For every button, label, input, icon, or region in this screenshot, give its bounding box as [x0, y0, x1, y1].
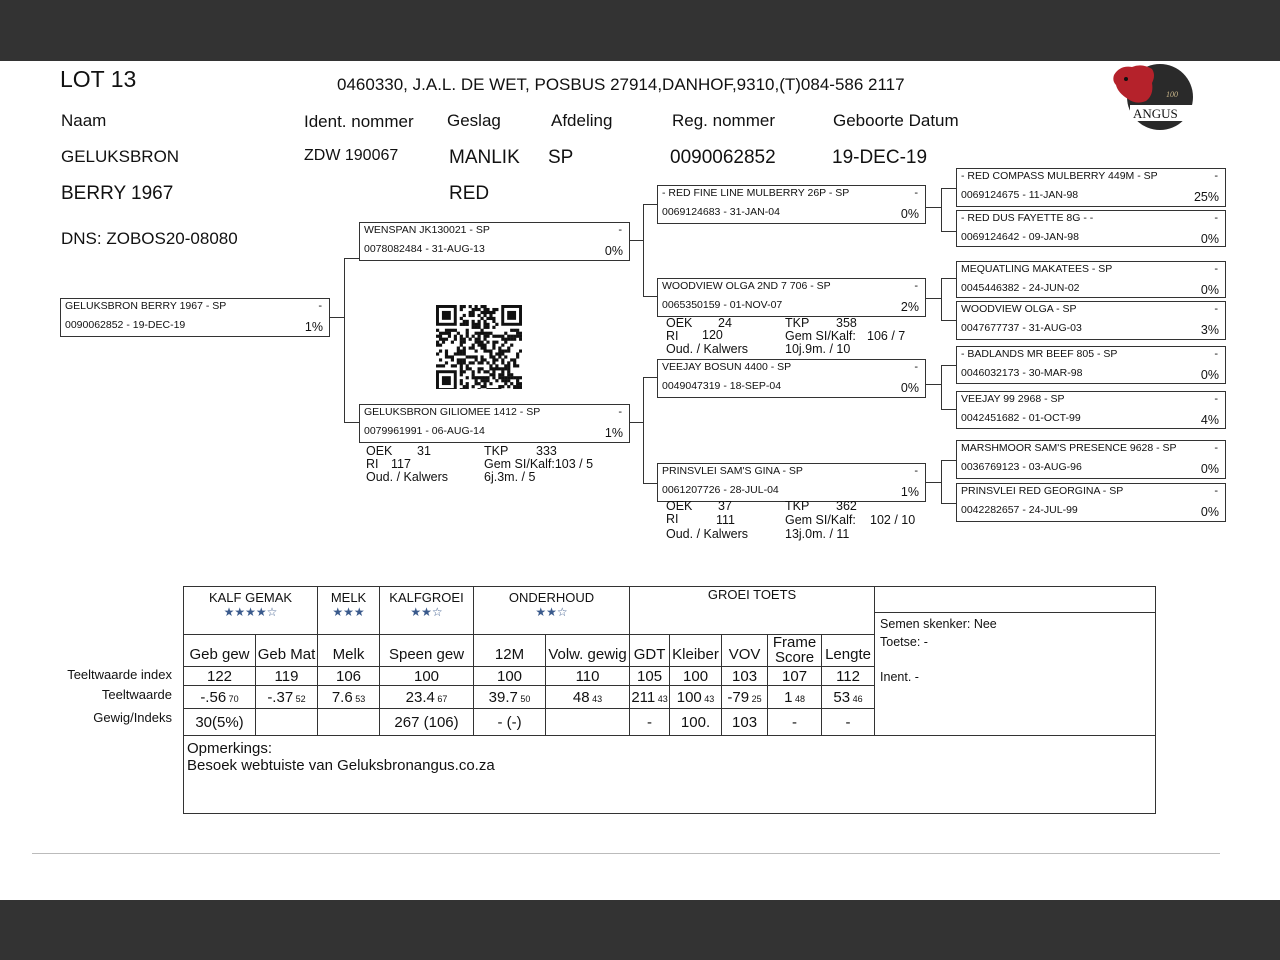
index-cell: 122	[184, 667, 256, 686]
owner-info: 0460330, J.A.L. DE WET, POSBUS 27914,DANHOF,9310,(T)084-586 2117	[337, 75, 905, 94]
qr-code[interactable]	[436, 305, 522, 389]
col-header: Kleiber	[670, 635, 722, 667]
geslag-value: MANLIK	[449, 147, 520, 168]
angus-logo-text: ANGUS	[1133, 106, 1178, 121]
toetse-info: Toetse: -	[880, 635, 928, 649]
pedigree-sss: - RED COMPASS MULBERRY 449M - SP - 0069124675 - 11-JAN-98 25%	[956, 168, 1226, 207]
top-frame-bar	[0, 0, 1280, 61]
semen-info: Semen skenker: Nee	[880, 617, 997, 631]
ebv-value: 53	[833, 688, 851, 706]
ebv-cell	[768, 686, 822, 709]
ebv-value: -.37	[267, 688, 294, 706]
col-header: Geb gew	[184, 635, 256, 667]
col-header: Volw. gewig	[546, 635, 630, 667]
ebv-cell	[722, 686, 768, 709]
ebv-value: 39.7	[488, 688, 518, 706]
geboorte-value: 19-DEC-19	[832, 147, 928, 168]
geslag-label: Geslag	[447, 111, 501, 130]
melk-group: MELK ★★★	[318, 587, 380, 635]
bottom-frame-bar	[0, 900, 1280, 960]
connector-line	[925, 207, 941, 208]
remarks-label: Opmerkings:	[187, 740, 273, 757]
pedigree-dds: MARSHMOOR SAM'S PRESENCE 9628 - SP - 0036769123 - 03-AUG-96 0%	[956, 440, 1226, 479]
connector-line	[643, 483, 657, 484]
connector-line	[329, 317, 344, 318]
ebv-value: 48	[572, 688, 590, 706]
ebv-accuracy: 53	[352, 693, 366, 704]
connector-line	[344, 258, 345, 423]
row-label-index: Teeltwaarde index	[67, 667, 172, 682]
pedigree-animal: GELUKSBRON BERRY 1967 - SP - 0090062852 - 19-DEC-19 1%	[60, 298, 330, 337]
pedigree-ssd: - RED DUS FAYETTE 8G - - - 0069124642 - 09-JAN-98 0%	[956, 210, 1226, 247]
index-cell: 106	[318, 667, 380, 686]
afdeling-value: SP	[548, 147, 574, 168]
connector-line	[643, 204, 657, 205]
pedigree-ddd: PRINSVLEI RED GEORGINA - SP - 0042282657 - 24-JUL-99 0%	[956, 483, 1226, 522]
pedigree-dss: - BADLANDS MR BEEF 805 - SP - 0046032173 - 30-MAR-98 0%	[956, 346, 1226, 384]
index-cell: 103	[722, 667, 768, 686]
animal-pct: 1%	[304, 320, 323, 334]
ebv-accuracy: 43	[589, 693, 603, 704]
pedigree-sire: WENSPAN JK130021 - SP - 0078082484 - 31-AUG-13 0%	[359, 222, 630, 261]
ebv-cell	[630, 686, 670, 709]
weight-cell: -	[630, 709, 670, 736]
connector-line	[643, 377, 644, 484]
side-info	[875, 587, 1156, 736]
ebv-accuracy: 43	[701, 693, 715, 704]
connector-line	[643, 296, 657, 297]
ebv-accuracy: 52	[293, 693, 306, 704]
weight-cell: 100.	[670, 709, 722, 736]
ebv-accuracy: 46	[850, 693, 863, 704]
connector-line	[941, 460, 956, 461]
ebv-accuracy: 50	[517, 693, 531, 704]
col-header: Lengte	[822, 635, 875, 667]
connector-line	[344, 258, 359, 259]
ebv-cell	[380, 686, 474, 709]
melk-stars: ★★★	[332, 605, 365, 619]
col-header: VOV	[722, 635, 768, 667]
pedigree-dam-dam: PRINSVLEI SAM'S GINA - SP - 0061207726 - 28-JUL-04 1%	[657, 463, 926, 502]
row-label-ebv: Teeltwaarde	[101, 687, 172, 702]
connector-line	[941, 188, 956, 189]
dns-value: DNS: ZOBOS20-08080	[61, 229, 238, 248]
weight-cell: 30(5%)	[184, 709, 256, 736]
weight-cell: 267 (106)	[380, 709, 474, 736]
ebv-cell	[256, 686, 318, 709]
weight-cell: -	[768, 709, 822, 736]
col-header: Speen gew	[380, 635, 474, 667]
svg-text:100: 100	[1166, 90, 1178, 99]
connector-line	[344, 422, 359, 423]
connector-line	[925, 298, 941, 299]
pedigree-sire-dam: WOODVIEW OLGA 2ND 7 706 - SP - 0065350159 - 01-NOV-07 2%	[657, 278, 926, 317]
ident-value: ZDW 190067	[304, 147, 399, 164]
ebv-cell	[822, 686, 875, 709]
naam-label: Naam	[61, 111, 107, 130]
naam-line1: GELUKSBRON	[61, 147, 180, 166]
connector-line	[941, 460, 942, 504]
ebv-value: 23.4	[405, 688, 435, 706]
weight-cell	[256, 709, 318, 736]
ebv-value: 7.6	[331, 688, 353, 706]
weight-cell: - (-)	[474, 709, 546, 736]
index-cell: 112	[822, 667, 875, 686]
angus-logo	[1112, 61, 1196, 131]
connector-line	[941, 409, 956, 410]
connector-line	[941, 320, 956, 321]
ident-label: Ident. nommer	[304, 112, 414, 131]
pedigree-dsd: VEEJAY 99 2968 - SP - 0042451682 - 01-OCT-99 4%	[956, 391, 1226, 429]
onderhoud-stars: ★★☆	[535, 605, 568, 619]
ebv-value: 1	[784, 688, 793, 706]
ebv-value: 100	[676, 688, 702, 706]
reg-label: Reg. nommer	[672, 111, 775, 130]
weight-cell	[546, 709, 630, 736]
ebv-cell	[318, 686, 380, 709]
row-label-weights: Gewig/Indeks	[93, 710, 172, 725]
ebv-accuracy: 67	[434, 693, 448, 704]
connector-line	[629, 240, 643, 241]
remarks-cell	[184, 736, 1156, 814]
connector-line	[941, 365, 942, 410]
inent-info: Inent. -	[880, 670, 919, 684]
ebv-value: -79	[727, 688, 750, 706]
ebv-accuracy: 25	[749, 693, 762, 704]
pedigree-sire-sire: - RED FINE LINE MULBERRY 26P - SP - 0069124683 - 31-JAN-04 0%	[657, 185, 926, 224]
index-cell: 100	[474, 667, 546, 686]
connector-line	[925, 384, 941, 385]
remarks-text: Besoek webtuiste van Geluksbronangus.co.za	[187, 757, 495, 774]
ebv-cell	[474, 686, 546, 709]
weight-cell: -	[822, 709, 875, 736]
ebv-accuracy: 43	[655, 693, 668, 704]
connector-line	[643, 204, 644, 296]
index-cell: 105	[630, 667, 670, 686]
reg-value: 0090062852	[670, 147, 776, 168]
pedigree-sdd: WOODVIEW OLGA - SP - 0047677737 - 31-AUG-03 3%	[956, 301, 1226, 340]
connector-line	[941, 231, 956, 232]
kalfgroei-group: KALFGROEI ★★☆	[380, 587, 474, 635]
performance-table	[183, 586, 1156, 814]
ebv-accuracy: 70	[226, 693, 239, 704]
geboorte-label: Geboorte Datum	[833, 111, 959, 130]
col-header-frame-score: Frame Score	[768, 635, 822, 667]
index-cell: 119	[256, 667, 318, 686]
index-cell: 110	[546, 667, 630, 686]
connector-line	[941, 278, 942, 321]
connector-line	[941, 188, 942, 232]
ebv-value: -.56	[200, 688, 227, 706]
ebv-cell	[184, 686, 256, 709]
onderhoud-group: ONDERHOUD ★★☆	[474, 587, 630, 635]
col-header: 12M	[474, 635, 546, 667]
connector-line	[629, 422, 643, 423]
col-header: Geb Mat	[256, 635, 318, 667]
index-cell: 100	[380, 667, 474, 686]
pedigree-dam-sire: VEEJAY BOSUN 4400 - SP - 0049047319 - 18-SEP-04 0%	[657, 359, 926, 398]
groei-toets-group: GROEI TOETS	[630, 587, 875, 635]
index-cell: 100	[670, 667, 722, 686]
lot-title: LOT 13	[60, 66, 137, 92]
ebv-cell	[670, 686, 722, 709]
kalf-gemak-stars: ★★★★☆	[223, 605, 278, 619]
connector-line	[925, 482, 941, 483]
kalf-gemak-group: KALF GEMAK ★★★★☆	[184, 587, 318, 635]
animal-name: GELUKSBRON BERRY 1967 - SP	[65, 300, 227, 312]
connector-line	[941, 365, 956, 366]
col-header: GDT	[630, 635, 670, 667]
weight-cell	[318, 709, 380, 736]
ebv-value: 211	[631, 688, 656, 706]
connector-line	[643, 377, 657, 378]
index-cell: 107	[768, 667, 822, 686]
animal-reg: 0090062852 - 19-DEC-19	[65, 319, 186, 331]
pedigree-dam: GELUKSBRON GILIOMEE 1412 - SP - 0079961991 - 06-AUG-14 1%	[359, 404, 630, 443]
ebv-accuracy: 48	[792, 693, 805, 704]
afdeling-label: Afdeling	[551, 111, 613, 130]
color-value: RED	[449, 183, 490, 204]
naam-line2: BERRY 1967	[61, 183, 174, 204]
pedigree-sds: MEQUATLING MAKATEES - SP - 0045446382 - 24-JUN-02 0%	[956, 261, 1226, 298]
connector-line	[941, 278, 956, 279]
col-header: Melk	[318, 635, 380, 667]
weight-cell: 103	[722, 709, 768, 736]
footer-divider	[32, 853, 1220, 854]
ebv-cell	[546, 686, 630, 709]
connector-line	[941, 503, 956, 504]
kalfgroei-stars: ★★☆	[410, 605, 443, 619]
